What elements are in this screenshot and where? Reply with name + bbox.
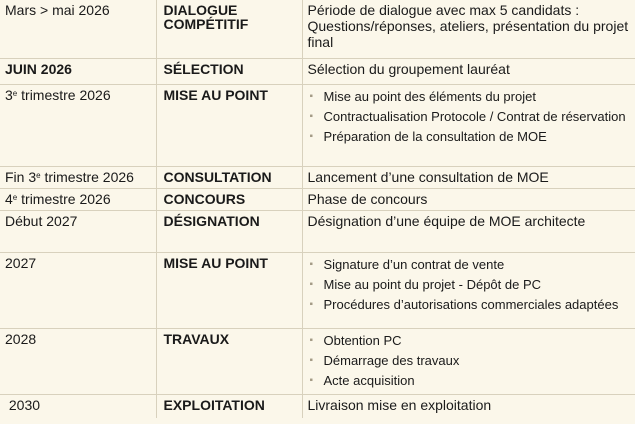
row-date: 3e trimestre 2026 xyxy=(0,84,156,166)
table-row xyxy=(0,84,635,166)
list-item: ▪ Mise au point du projet - Dépôt de PC xyxy=(309,276,542,292)
table-row xyxy=(0,210,635,252)
row-date: JUIN 2026 xyxy=(0,58,156,84)
bullet-list xyxy=(308,257,632,312)
table-row xyxy=(0,188,635,210)
row-date: 2027 xyxy=(0,252,156,328)
list-item: ▪ Préparation de la consultation de MOE xyxy=(309,128,547,144)
list-item: ▪ Signature d’un contrat de vente xyxy=(309,256,505,272)
row-phase: CONSULTATION xyxy=(156,166,302,188)
list-item: ▪ Démarrage des travaux xyxy=(309,352,460,368)
table-row xyxy=(0,252,635,328)
row-date: 4e trimestre 2026 xyxy=(0,188,156,210)
table-row xyxy=(0,394,635,418)
row-phase: TRAVAUX xyxy=(156,328,302,394)
row-date: Fin 3e trimestre 2026 xyxy=(0,166,156,188)
table-row xyxy=(0,58,635,84)
row-phase: CONCOURS xyxy=(156,188,302,210)
row-description: Période de dialogue avec max 5 candidats : Questions/réponses, ateliers, présentation du projet final xyxy=(302,0,635,58)
row-description xyxy=(302,252,635,328)
list-item: ▪ Contractualisation Protocole / Contrat de réservation xyxy=(309,108,626,124)
row-date: Mars > mai 2026 xyxy=(0,0,156,58)
square-bullet-icon: ▪ xyxy=(309,90,314,102)
table-row xyxy=(0,166,635,188)
list-item: ▪ Procédures d’autorisations commerciales adaptées xyxy=(309,296,619,312)
square-bullet-icon: ▪ xyxy=(309,130,314,142)
square-bullet-icon: ▪ xyxy=(309,354,314,366)
row-date: 2028 xyxy=(0,328,156,394)
row-description xyxy=(302,84,635,166)
row-phase: DÉSIGNATION xyxy=(156,210,302,252)
square-bullet-icon: ▪ xyxy=(309,298,314,310)
row-description: Désignation d’une équipe de MOE architecte xyxy=(302,210,635,252)
row-phase: EXPLOITATION xyxy=(156,394,302,418)
bullet-list xyxy=(308,89,632,144)
row-description xyxy=(302,328,635,394)
row-description: Lancement d’une consultation de MOE xyxy=(302,166,635,188)
list-item: ▪ Mise au point des éléments du projet xyxy=(309,88,536,104)
row-date: Début 2027 xyxy=(0,210,156,252)
square-bullet-icon: ▪ xyxy=(309,258,314,270)
table-row xyxy=(0,0,635,58)
row-description: Sélection du groupement lauréat xyxy=(302,58,635,84)
table-row xyxy=(0,328,635,394)
row-phase: MISE AU POINT xyxy=(156,252,302,328)
row-description: Phase de concours xyxy=(302,188,635,210)
list-item: ▪ Obtention PC xyxy=(309,332,402,348)
square-bullet-icon: ▪ xyxy=(309,278,314,290)
row-phase: DIALOGUE COMPÉTITIF xyxy=(156,0,302,58)
row-date: 2030 xyxy=(5,396,41,413)
list-item: ▪ Acte acquisition xyxy=(309,372,415,388)
square-bullet-icon: ▪ xyxy=(309,334,314,346)
square-bullet-icon: ▪ xyxy=(309,110,314,122)
square-bullet-icon: ▪ xyxy=(309,374,314,386)
row-phase: SÉLECTION xyxy=(156,58,302,84)
row-phase: MISE AU POINT xyxy=(156,84,302,166)
row-description: Livraison mise en exploitation xyxy=(302,394,635,418)
bullet-list xyxy=(308,333,632,388)
